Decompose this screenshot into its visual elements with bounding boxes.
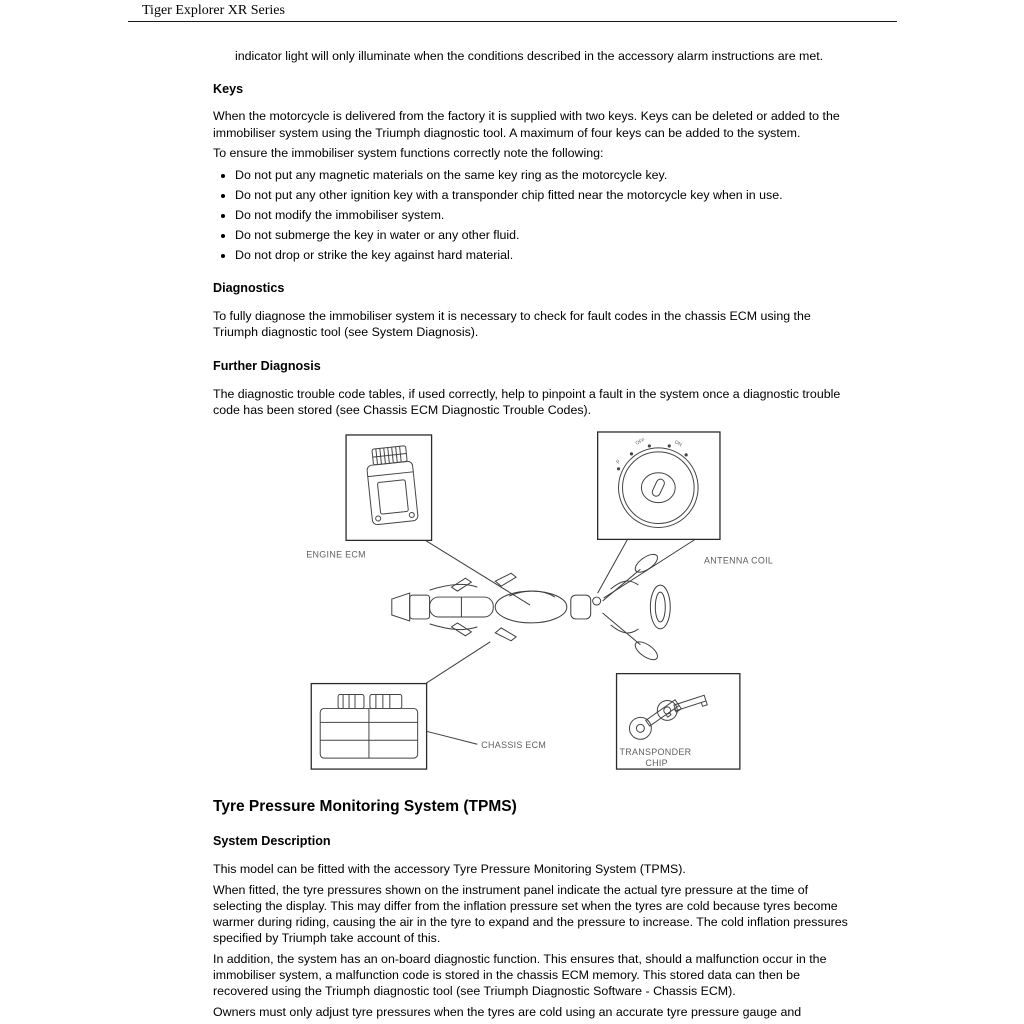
list-item: • Do not put any magnetic materials on the same key ring as the motorcycle key.: [235, 167, 858, 183]
list-item: • Do not submerge the key in water or any other fluid.: [235, 227, 858, 243]
further-diagnosis-heading: Further Diagnosis: [213, 358, 321, 373]
intro-paragraph: indicator light will only illuminate when the conditions described in the accessory alarm instructions are met.: [235, 49, 824, 63]
list-item: • Do not modify the immobiliser system.: [235, 207, 858, 223]
tpms-paragraph-1: This model can be fitted with the accessory Tyre Pressure Monitoring System (TPMS).: [213, 862, 686, 877]
diagram-canvas: [213, 430, 858, 786]
tpms-paragraph-3: In addition, the system has an on-board diagnostic function. This ensures that, should a malfunction occur in the immobiliser system, a malfunction code is stored in the chassis ECM memory. This stored data can then be recovered using the Triumph diagnostic tool (see Triumph Diagnostic Software - Chassis ECM).: [213, 951, 827, 999]
immobiliser-components-diagram: [213, 430, 858, 786]
list-item: • Do not drop or strike the key against hard material.: [235, 247, 858, 263]
ignition-marking-on: ON: [673, 440, 683, 449]
keys-paragraph-2: To ensure the immobiliser system functions correctly note the following:: [213, 145, 604, 160]
running-header-title: Tiger Explorer XR Series: [142, 3, 285, 18]
component-frames: [311, 432, 740, 769]
motorcycle-top-view: [392, 551, 670, 663]
chassis-ecm-label: CHASSIS ECM: [481, 740, 547, 751]
ignition-marking-p: P: [616, 459, 623, 466]
tpms-paragraph-4: Owners must only adjust tyre pressures when the tyres are cold using an accurate tyre pressure gauge and: [213, 1004, 802, 1019]
system-description-heading: System Description: [213, 834, 331, 849]
keys-paragraph-1: When the motorcycle is delivered from the factory it is supplied with two keys. Keys can be deleted or added to the immobiliser system using the Triumph diagnostic tool. A maximum of four keys can be added to the system.: [213, 109, 840, 140]
ignition-marking-off: OFF: [635, 438, 647, 447]
diagnostics-heading: Diagnostics: [213, 281, 285, 296]
keys-bullet-list: [213, 167, 858, 263]
main-text-column: [213, 48, 858, 1020]
header-divider: [128, 21, 897, 22]
further-diagnosis-paragraph: The diagnostic trouble code tables, if used correctly, help to pinpoint a fault in the system once a diagnostic trouble code has been stored (see Chassis ECM Diagnostic Trouble Codes).: [213, 386, 841, 417]
list-item: • Do not put any other ignition key with a transponder chip fitted near the motorcycle key when in use.: [235, 187, 858, 203]
tpms-paragraph-2: When fitted, the tyre pressures shown on the instrument panel indicate the actual tyre pressure at the time of selecting the display. This may differ from the inflation pressure set when the tyres are cold because tyres become warmer during riding, causing the air in the tyre to expand and the pressure to increase. The cold inflation pressures specified by Triumph take account of this.: [213, 882, 848, 946]
engine-ecm-label: ENGINE ECM: [306, 549, 366, 560]
keys-heading: Keys: [213, 82, 244, 97]
tpms-section-heading: Tyre Pressure Monitoring System (TPMS): [213, 798, 517, 816]
transponder-chip-label-line2: CHIP: [645, 758, 668, 769]
transponder-chip-label-line1: TRANSPONDER: [619, 747, 692, 758]
antenna-coil-label: ANTENNA COIL: [704, 555, 774, 566]
diagnostics-paragraph: To fully diagnose the immobiliser system it is necessary to check for fault codes in the chassis ECM using the Triumph diagnostic tool (see System Diagnosis).: [213, 309, 811, 340]
